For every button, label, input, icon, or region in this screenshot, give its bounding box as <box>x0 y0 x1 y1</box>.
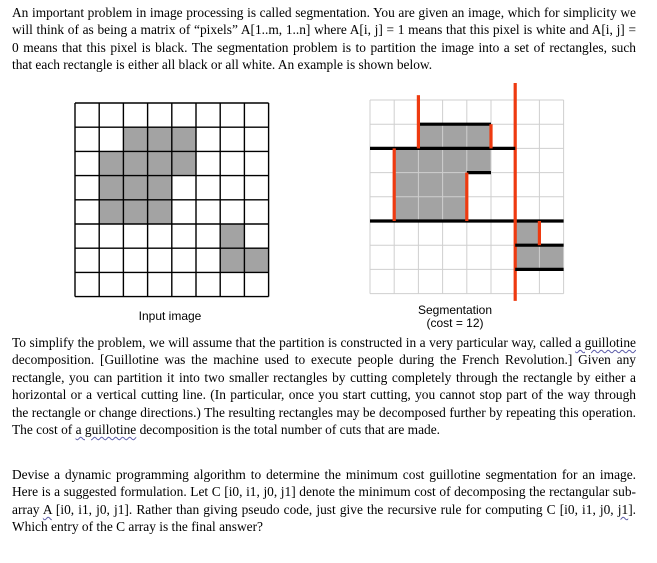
pixel-cell <box>148 248 172 272</box>
pixel-cell <box>491 197 515 221</box>
pixel-cell <box>467 148 491 172</box>
pixel-cell <box>418 173 442 197</box>
pixel-cell <box>196 151 220 175</box>
guillotine-term-1: a guillotine <box>575 335 636 350</box>
pixel-cell <box>394 148 418 172</box>
pixel-cell <box>370 100 394 124</box>
pixel-cell <box>99 224 123 248</box>
pixel-cell <box>443 173 467 197</box>
input-image-caption: Input image <box>138 309 202 323</box>
dp-term-a: A <box>42 501 52 517</box>
pixel-cell <box>148 224 172 248</box>
pixel-cell <box>491 269 515 293</box>
dp-term-j1: j1 <box>617 501 629 517</box>
pixel-cell <box>220 103 244 127</box>
pixel-cell <box>244 127 268 151</box>
pixel-cell <box>172 272 196 296</box>
pixel-cell <box>418 124 442 148</box>
pixel-cell <box>220 248 244 272</box>
pixel-cell <box>99 200 123 224</box>
pixel-cell <box>148 272 172 296</box>
pixel-cell <box>515 173 539 197</box>
pixel-cell <box>172 200 196 224</box>
pixel-cell <box>75 224 99 248</box>
pixel-cell <box>467 269 491 293</box>
pixel-cell <box>539 124 563 148</box>
pixel-cell <box>244 103 268 127</box>
pixel-cell <box>172 151 196 175</box>
pixel-cell <box>515 269 539 293</box>
pixel-cell <box>123 200 147 224</box>
pixel-cell <box>467 173 491 197</box>
pixel-cell <box>515 148 539 172</box>
segmentation-caption <box>380 304 530 330</box>
pixel-cell <box>515 100 539 124</box>
pixel-cell <box>75 176 99 200</box>
pixel-cell <box>443 124 467 148</box>
pixel-cell <box>148 127 172 151</box>
pixel-cell <box>539 245 563 269</box>
pixel-cell <box>394 173 418 197</box>
pixel-cell <box>220 224 244 248</box>
guillotine-text-1: To simplify the problem, we will assume that the partition is constructed in a very particular way, called <box>12 335 576 350</box>
pixel-cell <box>370 221 394 245</box>
pixel-cell <box>539 173 563 197</box>
pixel-cell <box>467 197 491 221</box>
pixel-cell <box>172 176 196 200</box>
pixel-cell <box>394 124 418 148</box>
pixel-cell <box>515 221 539 245</box>
pixel-cell <box>123 176 147 200</box>
pixel-cell <box>99 151 123 175</box>
pixel-cell <box>418 197 442 221</box>
pixel-cell <box>75 127 99 151</box>
pixel-cell <box>123 151 147 175</box>
pixel-cell <box>443 148 467 172</box>
pixel-cell <box>467 100 491 124</box>
pixel-cell <box>244 248 268 272</box>
pixel-cell <box>75 272 99 296</box>
pixel-cell <box>539 269 563 293</box>
pixel-cell <box>394 245 418 269</box>
pixel-cell <box>515 197 539 221</box>
dp-text-3: ]. Which entry of the C array is the final answer? <box>12 501 636 535</box>
pixel-cell <box>123 103 147 127</box>
pixel-cell <box>75 103 99 127</box>
pixel-cell <box>148 176 172 200</box>
pixel-cell <box>491 245 515 269</box>
segmentation-caption-cost: (cost = 12) <box>426 316 484 330</box>
pixel-cell <box>148 151 172 175</box>
pixel-cell <box>172 103 196 127</box>
pixel-cell <box>491 221 515 245</box>
pixel-cell <box>172 248 196 272</box>
pixel-cell <box>443 197 467 221</box>
pixel-cell <box>244 272 268 296</box>
pixel-cell <box>244 176 268 200</box>
pixel-cell <box>196 272 220 296</box>
pixel-cell <box>394 221 418 245</box>
pixel-cell <box>196 224 220 248</box>
pixel-cell <box>196 103 220 127</box>
pixel-cell <box>491 173 515 197</box>
pixel-cell <box>467 221 491 245</box>
pixel-cell <box>418 245 442 269</box>
pixel-cell <box>443 221 467 245</box>
pixel-cell <box>196 127 220 151</box>
dp-text-1: Devise a dynamic programming algorithm to determine the minimum cost guillotine segmentation for an image. Here is a suggested formulation. Let C [i0, i1, j0, j1] denote the minimum cost of decomposing the rectangular sub-array <box>12 467 636 517</box>
pixel-cell <box>443 100 467 124</box>
pixel-cell <box>99 248 123 272</box>
pixel-cell <box>148 103 172 127</box>
pixel-cell <box>515 245 539 269</box>
pixel-cell <box>515 124 539 148</box>
pixel-cell <box>539 221 563 245</box>
pixel-cell <box>123 127 147 151</box>
pixel-cell <box>123 272 147 296</box>
input-image-figure <box>75 103 275 303</box>
pixel-cell <box>539 148 563 172</box>
pixel-cell <box>491 124 515 148</box>
pixel-cell <box>220 127 244 151</box>
pixel-cell <box>418 148 442 172</box>
pixel-cell <box>418 100 442 124</box>
guillotine-term-2: a guillotine <box>75 422 137 438</box>
pixel-cell <box>370 148 394 172</box>
pixel-cell <box>172 127 196 151</box>
pixel-cell <box>172 224 196 248</box>
pixel-cell <box>443 269 467 293</box>
pixel-cell <box>75 248 99 272</box>
segmentation-figure <box>370 100 570 300</box>
dp-text-2: [i0, i1, j0, j1]. Rather than giving pseudo code, just give the recursive rule for computing C [i0, i1, j0, <box>51 501 618 517</box>
pixel-cell <box>196 176 220 200</box>
pixel-cell <box>244 151 268 175</box>
intro-paragraph: An important problem in image processing is called segmentation. You are given an image, which for simplicity we will think of as being a matrix of “pixels” A[1..m, 1..n] where A[i, j] = 1 means that this pixel is white and A[i, j] = 0 means that this pixel is black. The segmentation problem is to partition the image into a set of rectangles, such that each rectangle is either all black or all white. An example is shown below. <box>12 5 636 73</box>
pixel-cell <box>370 124 394 148</box>
pixel-cell <box>220 272 244 296</box>
guillotine-paragraph <box>12 334 636 438</box>
pixel-cell <box>394 197 418 221</box>
pixel-cell <box>394 100 418 124</box>
pixel-cell <box>196 200 220 224</box>
pixel-cell <box>244 200 268 224</box>
pixel-cell <box>370 173 394 197</box>
pixel-cell <box>467 124 491 148</box>
pixel-cell <box>491 148 515 172</box>
pixel-cell <box>123 224 147 248</box>
pixel-cell <box>443 245 467 269</box>
pixel-cell <box>99 103 123 127</box>
dynamic-programming-paragraph <box>12 466 636 536</box>
pixel-cell <box>220 200 244 224</box>
pixel-cell <box>75 151 99 175</box>
pixel-cell <box>123 248 147 272</box>
guillotine-text-2: decomposition. [Guillotine was the machine used to execute people during the French Revolution.] Given any rectangle, you can partition it into two smaller rectangles by cutting completely through the rectangle by either a horizontal or a vertical cutting line. (In particular, once you start cutting, you cannot stop part of the way through the rectangle or change directions.) The resulting rectangles may be decomposed further by repeating this operation. The cost of <box>12 352 636 438</box>
pixel-cell <box>99 176 123 200</box>
pixel-cell <box>418 269 442 293</box>
pixel-cell <box>539 197 563 221</box>
pixel-cell <box>491 100 515 124</box>
pixel-cell <box>220 176 244 200</box>
pixel-cell <box>75 200 99 224</box>
pixel-cell <box>244 224 268 248</box>
pixel-cell <box>99 272 123 296</box>
pixel-cell <box>220 151 244 175</box>
pixel-cell <box>196 248 220 272</box>
pixel-cell <box>99 127 123 151</box>
pixel-cell <box>418 221 442 245</box>
pixel-cell <box>370 245 394 269</box>
pixel-cell <box>370 197 394 221</box>
pixel-cell <box>467 245 491 269</box>
pixel-cell <box>539 100 563 124</box>
guillotine-text-3: decomposition is the total number of cuts that are made. <box>136 422 441 438</box>
pixel-cell <box>394 269 418 293</box>
pixel-cell <box>370 269 394 293</box>
segmentation-caption-title: Segmentation <box>417 303 493 317</box>
pixel-cell <box>148 200 172 224</box>
